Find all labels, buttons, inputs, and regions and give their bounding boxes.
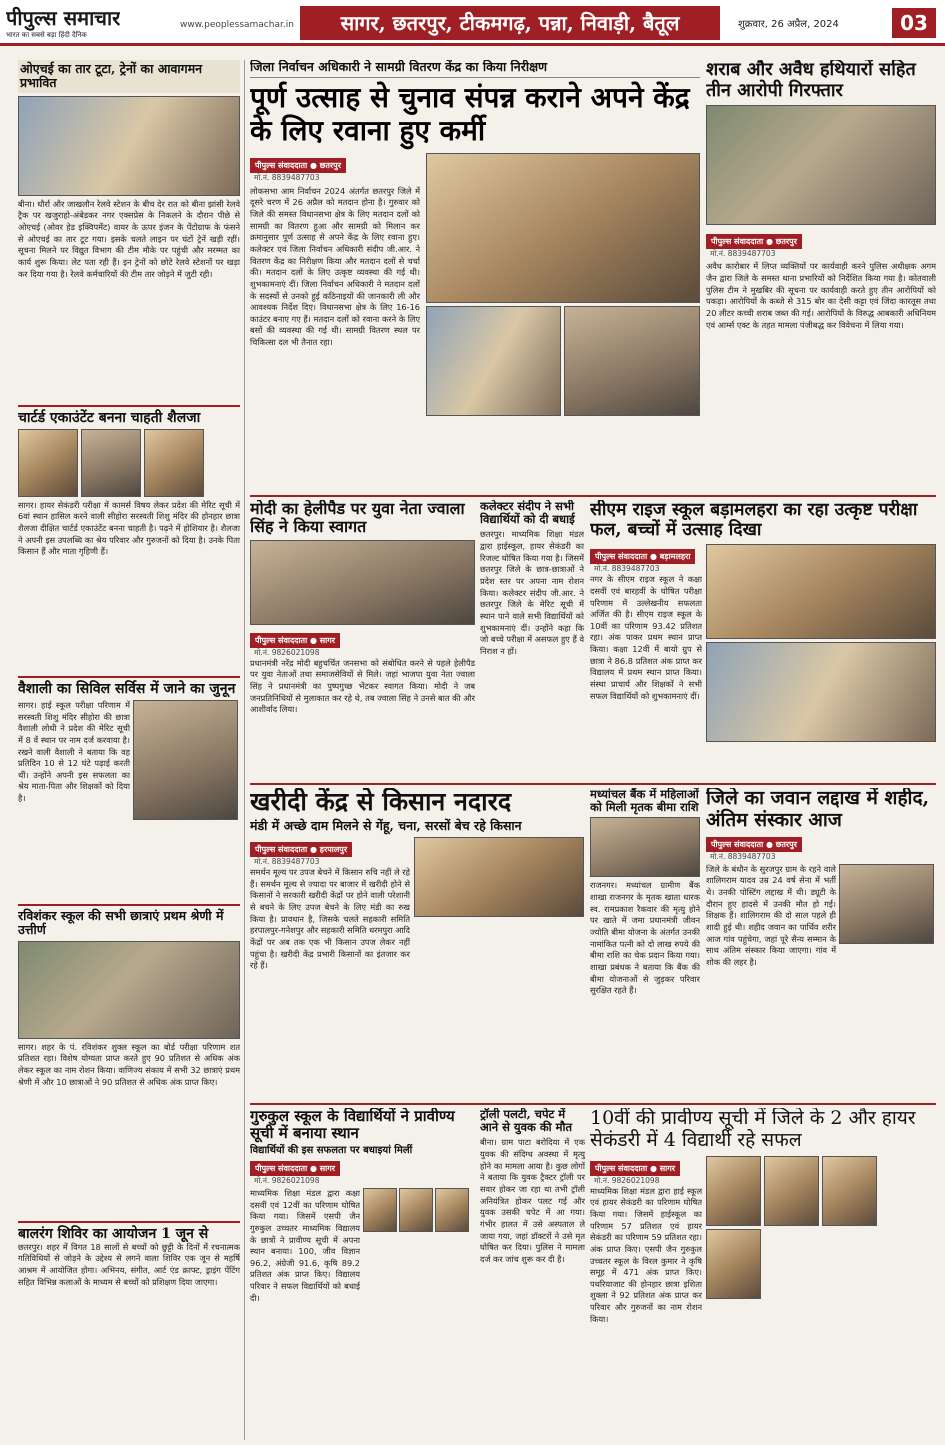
student-photo — [399, 1188, 433, 1232]
cmrise-byline: पीपुल्स संवाददाता ● बड़ामलहरा — [590, 549, 695, 564]
liquor-headline: शराब और अवैध हथियारों सहित तीन आरोपी गिरफ्तार — [706, 60, 916, 101]
bank-body: राजनगर। मध्यांचल ग्रामीण बैंक शाखा राजनगर के मृतक खाता धारक स्व. रामप्रकाश रैकवार की मृत्यु होने पर खाते में जमा प्रधानमंत्री जीवन ज्योति बीमा योजना के अंतर्गत उनकी नामांकित पत्नी को दो लाख रुपये की बीमा राशि का चेक प्रदान किया गया। शाखा प्रबंधक ने बताया कि बैंक की बीमा योजनाओं से जुड़कर परिवार सुरक्षित रहते हैं। — [590, 880, 700, 996]
bank-photo — [590, 817, 700, 877]
merit-body: माध्यमिक शिक्षा मंडल द्वारा हाई स्कूल एवं हायर सेकंडरी का परिणाम घोषित किया गया। जिसमें हाईस्कूल का परिणाम 57 प्रतिशत एवं हायर सेकंडरी का परिणाम 59 प्रतिशत रहा। अंक प्राप्त किए। एसपी जैन गुरुकुल उच्चतर स्कूल के विरल कुमार ने कृषि समूह में 471 अंक प्राप्त किए। पथरियाजाट की होनहार छात्रा इशिता शुक्ला ने 92 प्रतिशत अंक प्राप्त कर परिवार और गुरुजनों का नाम रोशन किया। — [590, 1185, 702, 1324]
tractor-story — [480, 1108, 585, 1438]
website-url: www.peoplessamachar.in — [180, 20, 294, 30]
soldier-byline: पीपुल्स संवाददाता ● छतरपुर — [706, 837, 802, 852]
soldier-body: जिले के बंधौन के सुरजपुर ग्राम के रहने वाले शालिगराम यादव उम्र 24 वर्ष सेना में भर्ती थे। उनकी पोस्टिंग लद्दाख में थी। ड्यूटी के दौरान हुए हादसे में उनकी मौत हो गई। शिक्षक हैं। शालिगराम की दो साल पहले ही शादी हुई थी। शहीद जवान का पार्थिव शरीर आज गांव पहुंचेगा, जहां पूरे सैन्य सम्मान के साथ अंतिम संस्कार किया जाएगा। गांव में शोक की लहर है। — [706, 863, 836, 967]
election-headline: पूर्ण उत्साह से चुनाव संपन्न कराने अपने केंद्र के लिए रवाना हुए कर्मी — [250, 81, 690, 147]
kisan-mobile: मो.नं. 8839487703 — [254, 857, 320, 867]
liquor-byline: पीपुल्स संवाददाता ● छतरपुर — [706, 234, 802, 249]
issue-date: शुक्रवार, 26 अप्रैल, 2024 — [738, 19, 839, 30]
region-banner: सागर, छतरपुर, टीकमगढ़, पन्ना, निवाड़ी, बैतूल — [300, 6, 720, 40]
collector-inspection-photo — [564, 306, 700, 416]
collector-story — [480, 500, 584, 780]
soldier-headline: जिले का जवान लद्दाख में शहीद, अंतिम संस्कार आज — [706, 788, 930, 831]
section-rule — [250, 495, 936, 497]
student-photo — [363, 1188, 397, 1232]
collector-headline: कलेक्टर संदीप ने सभी विद्यार्थियों को दी बधाई — [480, 500, 575, 527]
topper-photo — [706, 1229, 761, 1299]
soldier-story — [706, 788, 936, 1100]
election-story — [250, 60, 700, 490]
page-number: 03 — [892, 8, 936, 38]
modi-body: प्रधानमंत्री नरेंद्र मोदी बहुचर्चित जनसभा को संबोधित करने से पहले हेलीपैड पर युवा नेताओं तथा समाजसेवियों से मिले। जहां भाजपा युवा नेता ज्वाला सिंह ने प्रधानमंत्री का पुष्पगुच्छ भेंटकर स्वागत किया। मोदी ने जब जनप्रतिनिधियों से मुलाकात कर रहे थे, तब ज्वाला सिंह ने उनसे बात की और आशीर्वाद लिया। — [250, 657, 475, 715]
vaishali-body: सागर। हाई स्कूल परीक्षा परिणाम में सरस्वती शिशु मंदिर सीहोरा की छात्रा वैशाली लोधी ने प्रदेश की मेरिट सूची में 8 वें स्थान पर नाम दर्ज करवाया है। रखने वाली वैशाली ने बताया कि वह प्रतिदिन 10 से 12 घंटे पढ़ाई करती थीं। उन्होंने अपनी इस सफलता का श्रेय माता-पिता और शिक्षकों को दिया है। — [18, 699, 130, 804]
election-mobile: मो.नं. 8839487703 — [254, 172, 320, 182]
tractor-headline: ट्रॉली पलटी, चपेट में आने से युवक की मौत — [480, 1108, 573, 1135]
gurukul-byline: पीपुल्स संवाददाता ● सागर — [250, 1161, 340, 1176]
tractor-body: बीना। ग्राम पाटा बरोदिया में एक युवक की संदिग्ध अवस्था में मृत्यु होने का मामला आया है। कुछ लोगों ने बताया कि युवक ट्रैक्टर ट्रॉली पर सवार होकर जा रहा था तभी ट्रॉली अनियंत्रित होकर पलट गई और युवक उसकी चपेट में आ गया। गंभीर हालत में उसे अस्पताल ले जाया गया, जहां डॉक्टरों ने उसे मृत घोषित कर दिया। पुलिस ने मामला दर्ज कर जांच शुरू कर दी है। — [480, 1137, 585, 1264]
kisan-story — [250, 788, 585, 1100]
kisan-body: समर्थन मूल्य पर उपज बेचने में किसान रुचि नहीं ले रहे हैं। समर्थन मूल्य से ज्यादा पर बाजार में खरीदी होने से किसानों ने सरकारी खरीदी केंद्रों पर होने वाली परेशानी से बचने के लिए उपज बेचने के लिए मंडी का रुख किया है। प्रावधान है, जिसके चलते सहकारी समिति हरपालपुर-गनेशपुर और सहकारी समिति धरमपुरा आदि केंद्रों पर अब तक एक भी किसान उपज लेकर नहीं पहुंचा है। खरीदी केंद्र प्रभारी किसानों का इंतजार कर रहे हैं। — [250, 867, 410, 971]
newspaper-logo: पीपुल्स समाचार भारत का सबसे बड़ा हिंदी दैनिक — [6, 6, 121, 39]
cmrise-story — [590, 500, 936, 780]
railway-headline: ओएचई का तार टूटा, ट्रेनों का आवागमन प्रभावित — [18, 60, 240, 93]
ravishankar-body: सागर। शहर के पं. रविशंकर शुक्ल स्कूल का बोर्ड परीक्षा परिणाम शत प्रतिशत रहा। विशेष योग्यता प्राप्त करते हुए 90 प्रतिशत से अधिक अंक लेकर स्कूल का नाम रोशन किया। वाणिज्य संकाय में सभी 32 छात्राएं प्रथम श्रेणी में और 10 छात्राओं ने 90 प्रतिशत से अधिक अंक प्राप्त किए। — [18, 1041, 240, 1087]
ravishankar-photo — [18, 941, 240, 1039]
section-rule — [250, 1103, 936, 1105]
cmrise-mobile: मो.नं. 8839487703 — [594, 564, 660, 574]
column-divider — [244, 60, 245, 1440]
chartered-body: सागर। हायर सेकंडरी परीक्षा में कामर्स विषय लेकर प्रदेश की मेरिट सूची में 6वां स्थान हासिल करने वाली सीहोरा सरस्वती शिशु मंदिर की होनहार छात्रा शैलजा दीक्षित चार्टर्ड एकाउंटेंट बनना चाहती है। पढ़ने में होशियार है। शैलजा ने अपनी इस उपलब्धि का श्रेय परिवार और गुरुजनों को दिया है। उनके पिता किसान हैं और माता गृहिणी हैं। — [18, 499, 240, 557]
election-photo — [426, 153, 700, 303]
merit-headline: 10वीं की प्रावीण्य सूची में जिले के 2 और हायर सेकंडरी में 4 विद्यार्थी रहे सफल — [590, 1108, 916, 1151]
merit-mobile: मो.नं. 9826021098 — [594, 1175, 660, 1185]
modi-story — [250, 500, 475, 780]
shailja-photo — [18, 429, 78, 497]
soldier-mobile: मो.नं. 8839487703 — [710, 851, 776, 861]
bank-headline: मध्यांचल बैंक में महिलाओं को मिली मृतक बीमा राशि — [590, 788, 699, 815]
vaishali-headline: वैशाली का सिविल सर्विस में जाने का जुनून — [18, 676, 240, 697]
election-body: लोकसभा आम निर्वाचन 2024 अंतर्गत छतरपुर जिले में दूसरे चरण में 26 अप्रैल को मतदान होना है। गुरुवार को जिले की समस्त विधानसभा क्षेत्र के लिए मतदान दलों को सामग्री का वितरण हुआ और सामग्री को मिलान कर क्रमानुसार पूर्ण उत्साह से अपने केंद्र के लिए रवाना हुए। कलेक्टर एवं जिला निर्वाचन अधिकारी संदीप जी.आर. ने वितरण केंद्र का निरीक्षण किया और मतदान दलों से चर्चा की। मतदान दलों के लिए उत्कृष्ट व्यवस्था की गई थी। शुभकामनाएं दीं। जिला निर्वाचन अधिकारी ने मतदान दलों के सदस्यों से उनको हुई कठिनाइयों की जानकारी ली और आवश्यक निर्देश दिए। विधानसभा क्षेत्र के लिए 16-16 काउंटर बनाए गए हैं। मतदान दलों को रवाना करने के लिए बसों की व्यवस्था की गई थी। सामग्री वितरण स्थल पर चिकित्सा दल भी तैनात रहा। — [250, 185, 420, 348]
modi-photo — [250, 540, 475, 625]
topper-photo — [822, 1156, 877, 1226]
balrang-body: छतरपुर। शहर में विगत 18 सालों से बच्चों को छुट्टी के दिनों में रचनात्मक गतिविधियों से जोड़ने के उद्देश्य से लगने वाला शिविर एक जून से महर्षि आश्रम में आयोजित होगा। अभिनय, संगीत, आर्ट एंड क्राफ्ट, ड्राइंग पेंटिंग सहित विभिन्न कलाओं के माध्यम से बच्चों को प्रशिक्षण दिया जाएगा। — [18, 1241, 240, 1287]
liquor-body: अवैध कारोबार में लिप्त व्यक्तियों पर कार्यवाही करने पुलिस अधीक्षक अगम जैन द्वारा जिले के समस्त थाना प्रभारियों को निर्देशित किया गया है। कोतवाली पुलिस टीम ने मुखबिर की सूचना पर कार्यवाही करते हुए तीन आरोपियों को पकड़ा। आरोपियों के कब्जे से 315 बोर का देसी कट्टा एवं जिंदा कारतूस तथा 20 लीटर कच्ची शराब जब्त की गई। आरोपियों के विरुद्ध आबकारी अधिनियम एवं आर्म्स एक्ट के तहत मामला पंजीबद्ध कर विवेचना में लिया गया। — [706, 261, 936, 330]
family-photo — [81, 429, 141, 497]
gurukul-story — [250, 1108, 475, 1438]
kisan-byline: पीपुल्स संवाददाता ● हरपालपुर — [250, 842, 352, 857]
cmrise-celebration-photo — [706, 642, 936, 742]
left-column — [18, 60, 240, 1440]
section-rule — [250, 783, 936, 785]
cmrise-headline: सीएम राइज स्कूल बड़ामलहरा का रहा उत्कृष्ट परीक्षा फल, बच्चों में उत्साह दिखा — [590, 500, 918, 541]
topper-photo — [764, 1156, 819, 1226]
gurukul-headline: गुरुकुल स्कूल के विद्यार्थियों ने प्रावीण्य सूची में बनाया स्थान — [250, 1108, 455, 1143]
railway-body: बीना। धौर्रा और जाखलौन रेलवे स्टेशन के बीच देर रात को बीना झांसी रेलवे ट्रैक पर खजुराहो-अंबेडकर नगर एक्सप्रेस के निकलने के दौरान पीछे से ओएचई (ओवर हेड इक्विपमेंट) वायर के ऊपर इंजन के पेंटोग्राफ के फंसने से ओएचई का तार टूट गया। इसके चलते लाइन पर घंटों ट्रेनें खड़ी रहीं। सूचना मिलने पर विद्युत विभाग की टीम मौके पर पहुंची और मरम्मत का कार्य शुरू किया। लेट पता रही हैं। इन ट्रेनों को छोटे रेलवे स्टेशनों पर खड़ा कर दिया गया है। रेलवे कर्मचारियों की टीम तार जोड़ने में जुटी रही। — [18, 198, 240, 279]
election-byline: पीपुल्स संवाददाता ● छतरपुर — [250, 158, 346, 173]
modi-byline: पीपुल्स संवाददाता ● सागर — [250, 633, 340, 648]
student-photo — [435, 1188, 469, 1232]
procurement-centre-photo — [414, 837, 584, 917]
polling-team-photo — [426, 306, 561, 416]
vaishali-photo — [133, 700, 238, 820]
student-photo — [144, 429, 204, 497]
merit-story — [590, 1108, 936, 1438]
topper-photo — [706, 1156, 761, 1226]
modi-mobile: मो.नं. 9826021098 — [254, 647, 320, 657]
gurukul-subhead: विद्यार्थियों की इस सफलता पर बधाइयां मिलीं — [250, 1144, 413, 1156]
railway-photo — [18, 96, 240, 196]
soldier-photo — [839, 864, 934, 944]
collector-body: छतरपुर। माध्यमिक शिक्षा मंडल द्वारा हाईस्कूल, हायर सेकंडरी का रिजल्ट घोषित किया गया है। जिसमें छतरपुर जिले के छात्र-छात्राओं ने प्रदेश स्तर पर अपना नाम रोशन किया। कलेक्टर संदीप जी.आर. ने छतरपुर जिले के मेरिट सूची में स्थान पाने वाले सभी विद्यार्थियों को शुभकामनाएं दीं। उन्होंने कहा कि जो बच्चे परीक्षा में असफल हुए हैं वे निराश न हों। — [480, 529, 584, 656]
liquor-story — [706, 60, 936, 490]
liquor-mobile: मो.नं. 8839487703 — [710, 249, 776, 259]
election-kicker: जिला निर्वाचन अधिकारी ने सामग्री वितरण केंद्र का किया निरीक्षण — [250, 60, 700, 78]
gurukul-mobile: मो.नं. 9826021098 — [254, 1176, 320, 1185]
police-photo — [706, 105, 936, 225]
balrang-headline: बालरंग शिविर का आयोजन 1 जून से — [18, 1221, 240, 1242]
modi-headline: मोदी का हेलीपैड पर युवा नेता ज्वाला सिंह ने किया स्वागत — [250, 500, 465, 537]
merit-byline: पीपुल्स संवाददाता ● सागर — [590, 1161, 680, 1176]
gurukul-body: माध्यमिक शिक्षा मंडल द्वारा कक्षा दसवीं एवं 12वीं का परिणाम घोषित किया गया। जिसमें एसपी जैन गुरुकुल उच्चतर माध्यमिक विद्यालय के छात्रों ने प्रावीण्य सूची में अपना स्थान बनाया। 100, जीव विज्ञान 96.2, अंग्रेजी 91.6, कृषि 89.2 प्रतिशत अंक प्राप्त किए। विद्यालय परिवार ने सफल विद्यार्थियों को बधाई दी। — [250, 1188, 360, 1303]
ravishankar-headline: रविशंकर स्कूल की सभी छात्राएं प्रथम श्रेणी में उत्तीर्ण — [18, 904, 240, 938]
kisan-subhead: मंडी में अच्छे दाम मिलने से गेंहू, चना, सरसों बेच रहे किसान — [250, 817, 522, 833]
cmrise-body: नगर के सीएम राइज स्कूल ने कक्षा दसवीं एवं बारहवीं के घोषित परीक्षा परिणाम में उल्लेखनीय सफलता अर्जित की है। सीएम राइज स्कूल के 10वीं का परिणाम 93.42 प्रतिशत रहा। अंक पाकर प्रथम स्थान प्राप्त किया। कक्षा 12वीं में बायो ग्रुप से छात्रा ने 86.8 प्रतिशत अंक प्राप्त कर विद्यालय में प्रथम स्थान प्राप्त किया। संस्था प्राचार्य और शिक्षकों ने सभी सफल विद्यार्थियों को शुभकामनाएं दीं। — [590, 574, 702, 701]
kisan-headline: खरीदी केंद्र से किसान नदारद — [250, 788, 512, 816]
bank-story — [590, 788, 700, 1100]
masthead — [0, 0, 945, 46]
chartered-headline: चार्टर्ड एकाउंटेंट बनना चाहती शैलजा — [18, 405, 240, 426]
cmrise-students-photo — [706, 544, 936, 639]
